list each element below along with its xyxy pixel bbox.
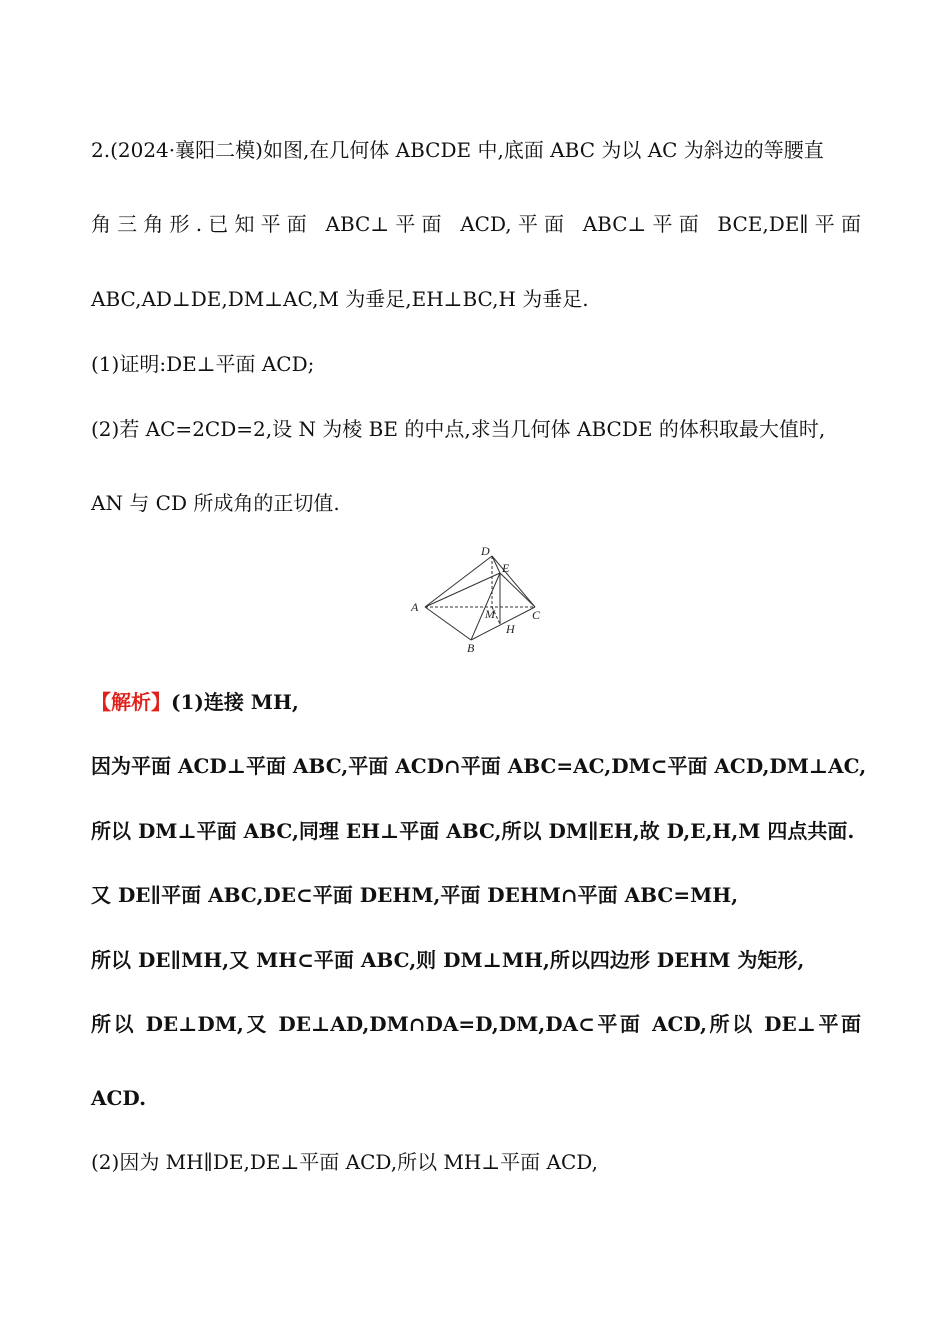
- solution-line-7: ACD.: [91, 1086, 147, 1110]
- question-2-line-1: (2)若 AC=2CD=2,设 N 为棱 BE 的中点,求当几何体 ABCDE 的体积取最大值时,: [91, 417, 826, 441]
- label-E: E: [502, 561, 510, 575]
- solution-line-1: [91, 688, 861, 716]
- problem-line-1: 2.(2024·襄阳二模)如图,在几何体 ABCDE 中,底面 ABC 为以 AC 为斜边的等腰直: [91, 138, 824, 162]
- solution-line-5: 所以 DE∥MH,又 MH⊂平面 ABC,则 DM⊥MH,所以四边形 DEHM 为矩形,: [91, 948, 805, 972]
- edge-DC: [492, 556, 535, 607]
- label-A: A: [411, 600, 419, 614]
- question-1: (1)证明:DE⊥平面 ACD;: [91, 352, 315, 376]
- label-B: B: [467, 641, 475, 655]
- solution-tag: 【解析】: [91, 690, 171, 714]
- geometry-figure: [405, 540, 555, 658]
- label-C: C: [532, 608, 541, 622]
- question-2-line-2: AN 与 CD 所成角的正切值.: [91, 491, 340, 515]
- solution-line-8: (2)因为 MH∥DE,DE⊥平面 ACD,所以 MH⊥平面 ACD,: [91, 1150, 598, 1174]
- edge-BC: [471, 607, 535, 640]
- solution-line-6: 所以 DE⊥DM,又 DE⊥AD,DM∩DA=D,DM,DA⊂平面 ACD,所以 DE⊥平面: [91, 1012, 861, 1036]
- solution-step-1: (1)连接 MH,: [171, 690, 299, 714]
- problem-line-2: 角三角形.已知平面 ABC⊥平面 ACD,平面 ABC⊥平面 BCE,DE∥平面: [91, 212, 861, 236]
- label-D: D: [481, 544, 490, 558]
- solution-line-2: 因为平面 ACD⊥平面 ABC,平面 ACD∩平面 ABC=AC,DM⊂平面 ACD,DM⊥AC,: [91, 754, 867, 778]
- solution-line-4: 又 DE∥平面 ABC,DE⊂平面 DEHM,平面 DEHM∩平面 ABC=MH,: [91, 883, 739, 907]
- problem-line-3: ABC,AD⊥DE,DM⊥AC,M 为垂足,EH⊥BC,H 为垂足.: [91, 287, 589, 311]
- label-M: M: [485, 607, 495, 621]
- edge-AB: [425, 607, 471, 640]
- edge-EC: [500, 573, 535, 607]
- solution-line-3: 所以 DM⊥平面 ABC,同理 EH⊥平面 ABC,所以 DM∥EH,故 D,E,H,M 四点共面.: [91, 819, 855, 843]
- label-H: H: [506, 622, 515, 636]
